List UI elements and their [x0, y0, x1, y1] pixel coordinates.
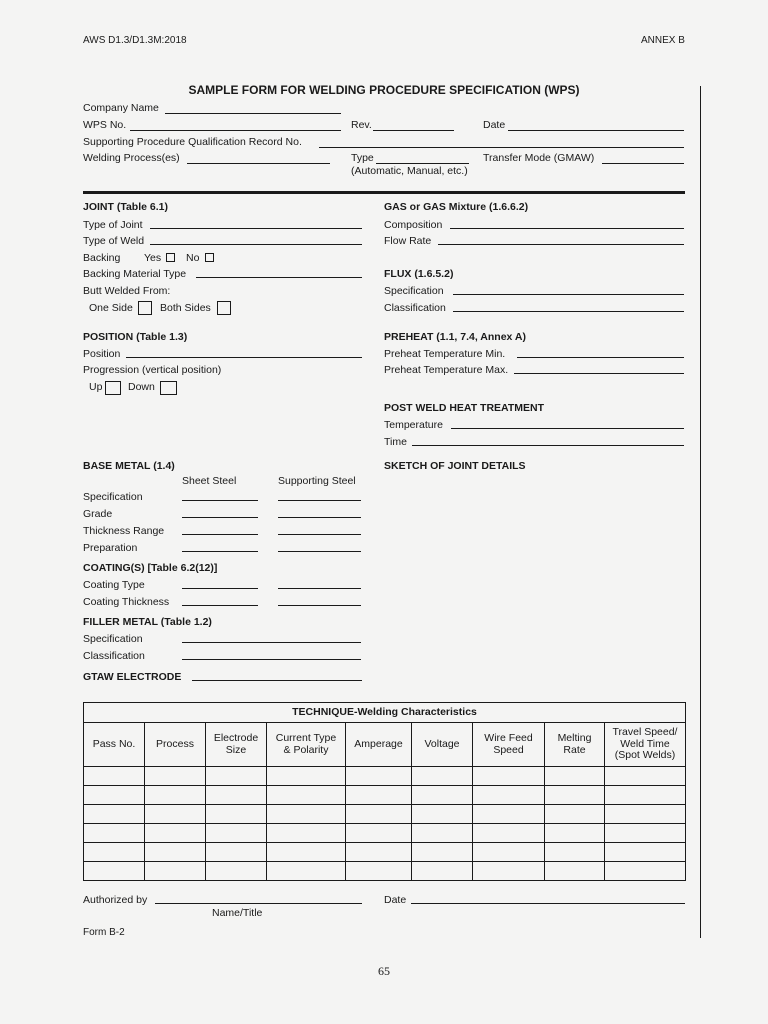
filler-row-label: Classification: [83, 650, 145, 662]
base-spec-sheet-field[interactable]: [182, 500, 258, 501]
table-row: [84, 843, 686, 862]
preheat-min-field[interactable]: [517, 357, 684, 358]
supporting-pqr-field[interactable]: [319, 147, 684, 148]
base-metal-row-label: Thickness Range: [83, 525, 165, 537]
table-cell[interactable]: [545, 843, 605, 862]
wps-no-field[interactable]: [130, 130, 341, 131]
wps-no-label: WPS No.: [83, 119, 127, 131]
type-note: (Automatic, Manual, etc.): [351, 165, 468, 177]
table-cell[interactable]: [605, 786, 686, 805]
date-label: Date: [483, 119, 506, 131]
table-cell[interactable]: [145, 786, 206, 805]
one-side-checkbox[interactable]: [138, 301, 152, 315]
flux-specification-label: Specification: [384, 285, 444, 297]
table-cell[interactable]: [545, 862, 605, 881]
type-of-joint-label: Type of Joint: [83, 219, 143, 231]
table-cell[interactable]: [206, 805, 267, 824]
table-cell[interactable]: [605, 862, 686, 881]
flux-classification-label: Classification: [384, 302, 446, 314]
form-title: SAMPLE FORM FOR WELDING PROCEDURE SPECIFICATION (WPS): [188, 83, 580, 97]
table-cell[interactable]: [346, 805, 412, 824]
backing-no-label: No: [186, 252, 200, 264]
filler-classification-field[interactable]: [182, 659, 361, 660]
table-cell[interactable]: [412, 843, 473, 862]
base-spec-support-field[interactable]: [278, 500, 361, 501]
table-cell[interactable]: [346, 786, 412, 805]
filler-specification-field[interactable]: [182, 642, 361, 643]
position-label: Position: [83, 348, 121, 360]
table-cell[interactable]: [206, 843, 267, 862]
table-cell[interactable]: [473, 767, 545, 786]
base-metal-row-label: Preparation: [83, 542, 138, 554]
col-header-pass-no: Pass No.: [84, 723, 145, 767]
table-cell[interactable]: [84, 786, 145, 805]
backing-yes-label: Yes: [144, 252, 162, 264]
backing-label: Backing: [83, 252, 121, 264]
gas-heading: GAS or GAS Mixture (1.6.6.2): [384, 201, 529, 213]
table-cell[interactable]: [473, 862, 545, 881]
table-cell[interactable]: [206, 824, 267, 843]
footer-date-field[interactable]: [411, 903, 685, 904]
backing-no-checkbox[interactable]: [205, 253, 214, 262]
filler-row-label: Specification: [83, 633, 143, 645]
table-row: [84, 805, 686, 824]
butt-welded-from-label: Butt Welded From:: [83, 285, 171, 297]
table-cell[interactable]: [473, 805, 545, 824]
table-row: [84, 786, 686, 805]
down-checkbox[interactable]: [160, 381, 177, 395]
technique-caption: TECHNIQUE-Welding Characteristics: [84, 703, 686, 723]
base-grade-support-field[interactable]: [278, 517, 361, 518]
col-header-travel-speed: Travel Speed/ Weld Time (Spot Welds): [605, 723, 686, 767]
authorized-by-field[interactable]: [155, 903, 362, 904]
table-cell[interactable]: [145, 862, 206, 881]
composition-label: Composition: [384, 219, 443, 231]
type-label: Type: [351, 152, 374, 164]
page-number: 65: [378, 964, 390, 978]
supporting-pqr-label: Supporting Procedure Qualification Record No.: [83, 136, 302, 148]
table-cell[interactable]: [605, 824, 686, 843]
base-preparation-sheet-field[interactable]: [182, 551, 258, 552]
table-cell[interactable]: [145, 805, 206, 824]
table-cell[interactable]: [84, 805, 145, 824]
table-cell[interactable]: [346, 767, 412, 786]
preheat-heading: PREHEAT (1.1, 7.4, Annex A): [384, 331, 526, 343]
preheat-min-label: Preheat Temperature Min.: [384, 348, 506, 360]
table-cell[interactable]: [605, 843, 686, 862]
one-side-label: One Side: [89, 302, 133, 314]
backing-yes-checkbox[interactable]: [166, 253, 175, 262]
joint-heading: JOINT (Table 6.1): [83, 201, 168, 213]
gtaw-electrode-field[interactable]: [192, 680, 362, 681]
table-cell[interactable]: [473, 843, 545, 862]
table-cell[interactable]: [605, 767, 686, 786]
coating-thickness-support-field[interactable]: [278, 605, 361, 606]
table-cell[interactable]: [84, 843, 145, 862]
table-row: [84, 767, 686, 786]
col-header-voltage: Voltage: [412, 723, 473, 767]
table-cell[interactable]: [412, 824, 473, 843]
sketch-heading: SKETCH OF JOINT DETAILS: [384, 460, 526, 472]
table-cell[interactable]: [145, 843, 206, 862]
coating-type-support-field[interactable]: [278, 588, 361, 589]
table-cell[interactable]: [346, 862, 412, 881]
table-cell[interactable]: [412, 805, 473, 824]
table-cell[interactable]: [412, 767, 473, 786]
transfer-mode-field[interactable]: [602, 163, 684, 164]
transfer-mode-label: Transfer Mode (GMAW): [483, 152, 595, 164]
position-heading: POSITION (Table 1.3): [83, 331, 188, 343]
running-header-right: ANNEX B: [641, 35, 685, 46]
both-sides-label: Both Sides: [160, 302, 211, 314]
welding-process-label: Welding Process(es): [83, 152, 180, 164]
up-checkbox[interactable]: [105, 381, 121, 395]
table-cell[interactable]: [605, 805, 686, 824]
margin-rule: [700, 86, 701, 938]
col-header-process: Process: [145, 723, 206, 767]
rev-label: Rev.: [351, 119, 372, 131]
coating-row-label: Coating Type: [83, 579, 145, 591]
position-field[interactable]: [126, 357, 362, 358]
pwht-time-field[interactable]: [412, 445, 684, 446]
table-cell[interactable]: [545, 786, 605, 805]
table-cell[interactable]: [84, 767, 145, 786]
gtaw-heading: GTAW ELECTRODE: [83, 671, 182, 683]
base-grade-sheet-field[interactable]: [182, 517, 258, 518]
backing-material-field[interactable]: [196, 277, 362, 278]
form-number: Form B-2: [83, 927, 125, 938]
table-cell[interactable]: [267, 805, 346, 824]
table-cell[interactable]: [206, 767, 267, 786]
coatings-heading: COATING(S) [Table 6.2(12)]: [83, 562, 218, 574]
supporting-steel-header: Supporting Steel: [278, 475, 356, 487]
filler-heading: FILLER METAL (Table 1.2): [83, 616, 212, 628]
authorized-by-label: Authorized by: [83, 894, 148, 906]
base-metal-row-label: Specification: [83, 491, 143, 503]
base-thickness-support-field[interactable]: [278, 534, 361, 535]
base-thickness-sheet-field[interactable]: [182, 534, 258, 535]
up-label: Up: [89, 381, 103, 393]
table-cell[interactable]: [145, 767, 206, 786]
table-cell[interactable]: [412, 862, 473, 881]
rev-field[interactable]: [373, 130, 454, 131]
coating-row-label: Coating Thickness: [83, 596, 170, 608]
type-of-joint-field[interactable]: [150, 228, 362, 229]
table-cell[interactable]: [84, 824, 145, 843]
footer-date-label: Date: [384, 894, 407, 906]
date-field[interactable]: [508, 130, 684, 131]
progression-label: Progression (vertical position): [83, 364, 222, 376]
pwht-heading: POST WELD HEAT TREATMENT: [384, 402, 545, 414]
type-of-weld-label: Type of Weld: [83, 235, 145, 247]
composition-field[interactable]: [450, 228, 684, 229]
col-header-wire-feed-speed: Wire Feed Speed: [473, 723, 545, 767]
table-cell[interactable]: [346, 824, 412, 843]
backing-material-label: Backing Material Type: [83, 268, 187, 280]
table-cell[interactable]: [545, 805, 605, 824]
table-cell[interactable]: [545, 767, 605, 786]
coating-thickness-sheet-field[interactable]: [182, 605, 258, 606]
both-sides-checkbox[interactable]: [217, 301, 231, 315]
flux-specification-field[interactable]: [453, 294, 684, 295]
col-header-melting-rate: Melting Rate: [545, 723, 605, 767]
base-metal-heading: BASE METAL (1.4): [83, 460, 175, 472]
col-header-electrode-size: Electrode Size: [206, 723, 267, 767]
preheat-max-field[interactable]: [514, 373, 684, 374]
name-title-caption: Name/Title: [212, 907, 263, 919]
table-cell[interactable]: [267, 862, 346, 881]
pwht-time-label: Time: [384, 436, 407, 448]
technique-table: [83, 702, 686, 881]
col-header-current-type: Current Type & Polarity: [267, 723, 346, 767]
down-label: Down: [128, 381, 155, 393]
flow-rate-label: Flow Rate: [384, 235, 432, 247]
table-cell[interactable]: [84, 862, 145, 881]
coating-type-sheet-field[interactable]: [182, 588, 258, 589]
section-divider: [83, 191, 685, 194]
pwht-temperature-label: Temperature: [384, 419, 443, 431]
table-cell[interactable]: [545, 824, 605, 843]
welding-process-field[interactable]: [187, 163, 330, 164]
type-of-weld-field[interactable]: [150, 244, 362, 245]
table-cell[interactable]: [267, 843, 346, 862]
table-cell[interactable]: [145, 824, 206, 843]
pwht-temperature-field[interactable]: [451, 428, 684, 429]
base-preparation-support-field[interactable]: [278, 551, 361, 552]
table-cell[interactable]: [412, 786, 473, 805]
table-cell[interactable]: [206, 862, 267, 881]
company-name-label: Company Name: [83, 102, 159, 114]
table-cell[interactable]: [346, 843, 412, 862]
base-metal-row-label: Grade: [83, 508, 113, 520]
type-field[interactable]: [376, 163, 469, 164]
table-cell[interactable]: [267, 824, 346, 843]
company-name-field[interactable]: [165, 113, 341, 114]
table-cell[interactable]: [473, 786, 545, 805]
table-cell[interactable]: [473, 824, 545, 843]
preheat-max-label: Preheat Temperature Max.: [384, 364, 509, 376]
table-cell[interactable]: [206, 786, 267, 805]
flux-heading: FLUX (1.6.5.2): [384, 268, 454, 280]
table-cell[interactable]: [267, 767, 346, 786]
flux-classification-field[interactable]: [453, 311, 684, 312]
sheet-steel-header: Sheet Steel: [182, 475, 237, 487]
table-row: [84, 862, 686, 881]
running-header-left: AWS D1.3/D1.3M:2018: [83, 35, 187, 46]
table-row: [84, 824, 686, 843]
table-cell[interactable]: [267, 786, 346, 805]
col-header-amperage: Amperage: [346, 723, 412, 767]
flow-rate-field[interactable]: [438, 244, 684, 245]
